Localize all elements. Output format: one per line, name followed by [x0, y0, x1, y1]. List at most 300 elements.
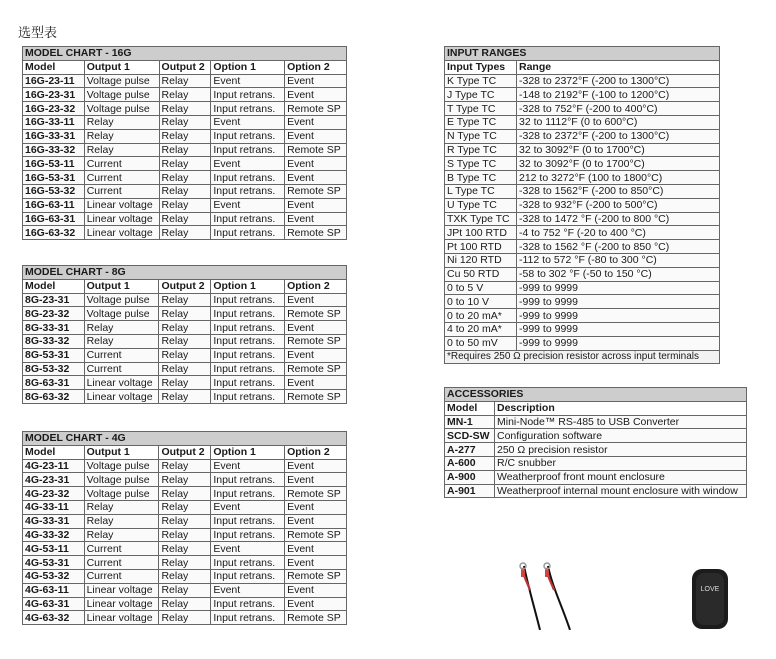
table-cell: Linear voltage [84, 198, 159, 212]
table-cell: Event [285, 583, 347, 597]
row-label-cell: 4G-23-31 [23, 473, 85, 487]
row-label-cell: 4G-53-11 [23, 542, 85, 556]
row-label-cell: 16G-63-31 [23, 212, 85, 226]
table-cell: Event [285, 115, 347, 129]
table-row [23, 556, 347, 570]
table-row [23, 487, 347, 501]
accessories-table [444, 387, 747, 498]
table-cell: Input retrans. [211, 611, 285, 625]
row-label-cell: 0 to 50 mV [445, 336, 517, 350]
table-row [23, 500, 347, 514]
table-cell: Relay [84, 334, 159, 348]
row-label-cell: 8G-33-32 [23, 334, 85, 348]
table-cell: Event [285, 542, 347, 556]
table-row [23, 542, 347, 556]
row-label-cell: 16G-53-11 [23, 157, 85, 171]
mini-node-photo [686, 565, 734, 629]
column-header: Range [517, 60, 720, 74]
table-cell: Input retrans. [211, 143, 285, 157]
column-header: Model [23, 445, 85, 459]
table-cell: Relay [159, 184, 211, 198]
table-cell: -328 to 2372°F (-200 to 1300°C) [517, 129, 720, 143]
table-cell: Input retrans. [211, 348, 285, 362]
row-label-cell: B Type TC [445, 171, 517, 185]
table-row [23, 88, 347, 102]
table-cell: 212 to 3272°F (100 to 1800°C) [517, 171, 720, 185]
column-header: Output 1 [84, 60, 159, 74]
table-title: ACCESSORIES [445, 388, 747, 402]
table-row [445, 456, 747, 470]
table-cell: -148 to 2192°F (-100 to 1200°C) [517, 88, 720, 102]
row-label-cell: 16G-23-32 [23, 102, 85, 116]
column-header: Input Types [445, 60, 517, 74]
row-label-cell: A-901 [445, 484, 495, 498]
table-cell: Input retrans. [211, 293, 285, 307]
table-row [23, 321, 347, 335]
table-cell: Linear voltage [84, 226, 159, 240]
table-cell: Input retrans. [211, 473, 285, 487]
table-cell: Input retrans. [211, 184, 285, 198]
table-cell: Current [84, 171, 159, 185]
table-cell: Event [285, 321, 347, 335]
table-row [23, 583, 347, 597]
row-label-cell: 4G-33-11 [23, 500, 85, 514]
table-row [23, 307, 347, 321]
row-label-cell: 16G-23-31 [23, 88, 85, 102]
table-cell: Remote SP [285, 334, 347, 348]
row-label-cell: 4G-23-32 [23, 487, 85, 501]
table-row [23, 115, 347, 129]
row-label-cell: 0 to 10 V [445, 295, 517, 309]
row-label-cell: 0 to 5 V [445, 281, 517, 295]
row-label-cell: 4 to 20 mA* [445, 322, 517, 336]
table-row [23, 528, 347, 542]
table-cell: Input retrans. [211, 334, 285, 348]
table-cell: Event [211, 500, 285, 514]
table-cell: -112 to 572 °F (-80 to 300 °C) [517, 253, 720, 267]
table-row [445, 198, 720, 212]
table-cell: Relay [159, 487, 211, 501]
table-cell: Current [84, 184, 159, 198]
table-cell: Relay [159, 473, 211, 487]
table-cell: Event [285, 171, 347, 185]
row-label-cell: J Type TC [445, 88, 517, 102]
table-cell: Input retrans. [211, 556, 285, 570]
table-cell: Event [285, 514, 347, 528]
table-cell: Relay [159, 321, 211, 335]
table-cell: Linear voltage [84, 597, 159, 611]
row-label-cell: 4G-63-11 [23, 583, 85, 597]
table-cell: -328 to 1562 °F (-200 to 850 °C) [517, 240, 720, 254]
table-cell: 32 to 1112°F (0 to 600°C) [517, 115, 720, 129]
table-row [23, 184, 347, 198]
table-row [445, 429, 747, 443]
table-cell: -999 to 9999 [517, 295, 720, 309]
table-row [23, 143, 347, 157]
row-label-cell: E Type TC [445, 115, 517, 129]
table-cell: Event [285, 348, 347, 362]
table-cell: Weatherproof front mount enclosure [495, 470, 747, 484]
table-cell: Input retrans. [211, 307, 285, 321]
table-cell: Voltage pulse [84, 459, 159, 473]
row-label-cell: 8G-53-31 [23, 348, 85, 362]
table-cell: Relay [159, 334, 211, 348]
table-cell: Relay [159, 226, 211, 240]
table-cell: Input retrans. [211, 129, 285, 143]
table-cell: Input retrans. [211, 528, 285, 542]
row-label-cell: 16G-23-11 [23, 74, 85, 88]
table-row [445, 102, 720, 116]
table-cell: Remote SP [285, 362, 347, 376]
table-cell: Input retrans. [211, 376, 285, 390]
table-cell: Relay [159, 542, 211, 556]
table-cell: -999 to 9999 [517, 281, 720, 295]
table-cell: Voltage pulse [84, 88, 159, 102]
table-row [23, 390, 347, 404]
row-label-cell: 16G-53-31 [23, 171, 85, 185]
table-cell: Event [285, 597, 347, 611]
table-cell: Relay [159, 293, 211, 307]
table-cell: Event [211, 157, 285, 171]
column-header: Option 1 [211, 60, 285, 74]
input-ranges-table [444, 46, 720, 364]
column-header: Model [23, 279, 85, 293]
table-cell: Weatherproof internal mount enclosure with window [495, 484, 747, 498]
table-row [445, 267, 720, 281]
table-cell: Input retrans. [211, 569, 285, 583]
table-cell: Remote SP [285, 184, 347, 198]
model-chart-8g [22, 265, 347, 404]
table-cell: Input retrans. [211, 321, 285, 335]
table-cell: Input retrans. [211, 390, 285, 404]
chart-title: MODEL CHART - 8G [23, 266, 347, 280]
table-cell: Relay [159, 115, 211, 129]
row-label-cell: T Type TC [445, 102, 517, 116]
row-label-cell: 4G-63-31 [23, 597, 85, 611]
table-cell: Relay [159, 556, 211, 570]
table-row [23, 212, 347, 226]
table-row [23, 376, 347, 390]
column-header: Output 1 [84, 445, 159, 459]
table-cell: Event [285, 473, 347, 487]
table-cell: Input retrans. [211, 102, 285, 116]
row-label-cell: K Type TC [445, 74, 517, 88]
row-label-cell: A-900 [445, 470, 495, 484]
table-cell: Event [285, 293, 347, 307]
row-label-cell: 16G-53-32 [23, 184, 85, 198]
table-row [445, 322, 720, 336]
table-cell: 32 to 3092°F (0 to 1700°C) [517, 143, 720, 157]
row-label-cell: 8G-33-31 [23, 321, 85, 335]
table-cell: Relay [159, 514, 211, 528]
table-row [23, 514, 347, 528]
row-label-cell: Pt 100 RTD [445, 240, 517, 254]
table-cell: Input retrans. [211, 597, 285, 611]
table-cell: Current [84, 569, 159, 583]
table-cell: Linear voltage [84, 583, 159, 597]
table-row [445, 129, 720, 143]
table-cell: Relay [159, 102, 211, 116]
table-cell: Relay [84, 115, 159, 129]
table-cell: Current [84, 157, 159, 171]
table-row [445, 470, 747, 484]
row-label-cell: Cu 50 RTD [445, 267, 517, 281]
row-label-cell: 0 to 20 mA* [445, 309, 517, 323]
table-cell: Linear voltage [84, 611, 159, 625]
table-cell: -328 to 1472 °F (-200 to 800 °C) [517, 212, 720, 226]
table-cell: 32 to 3092°F (0 to 1700°C) [517, 157, 720, 171]
table-cell: Input retrans. [211, 487, 285, 501]
row-label-cell: 16G-33-32 [23, 143, 85, 157]
table-cell: Relay [159, 307, 211, 321]
row-label-cell: JPt 100 RTD [445, 226, 517, 240]
table-cell: Linear voltage [84, 376, 159, 390]
column-header: Option 2 [285, 60, 347, 74]
table-cell: -328 to 932°F (-200 to 500°C) [517, 198, 720, 212]
table-cell: Relay [84, 321, 159, 335]
table-row [23, 226, 347, 240]
table-row [445, 226, 720, 240]
table-cell: Event [211, 74, 285, 88]
table-row [445, 281, 720, 295]
table-cell: -58 to 302 °F (-50 to 150 °C) [517, 267, 720, 281]
page-title: 选型表 [18, 26, 58, 41]
table-cell: Current [84, 348, 159, 362]
table-row [23, 74, 347, 88]
table-row [23, 569, 347, 583]
table-cell: Configuration software [495, 429, 747, 443]
table-cell: Event [285, 556, 347, 570]
column-header: Output 1 [84, 279, 159, 293]
table-row [445, 88, 720, 102]
table-row [445, 443, 747, 457]
table-row [445, 171, 720, 185]
table-cell: Relay [159, 362, 211, 376]
row-label-cell: 4G-53-31 [23, 556, 85, 570]
column-header: Option 2 [285, 279, 347, 293]
table-title: INPUT RANGES [445, 47, 720, 61]
table-cell: Event [211, 115, 285, 129]
table-cell: Relay [84, 143, 159, 157]
table-row [445, 115, 720, 129]
table-cell: Relay [159, 528, 211, 542]
table-cell: Input retrans. [211, 362, 285, 376]
table-cell: Current [84, 556, 159, 570]
table-cell: Remote SP [285, 528, 347, 542]
table-row [23, 102, 347, 116]
table-cell: Linear voltage [84, 390, 159, 404]
table-row [445, 240, 720, 254]
row-label-cell: 4G-33-31 [23, 514, 85, 528]
table-cell: Relay [159, 583, 211, 597]
table-cell: Relay [159, 390, 211, 404]
table-row [23, 171, 347, 185]
table-cell: -4 to 752 °F (-20 to 400 °C) [517, 226, 720, 240]
row-label-cell: 4G-63-32 [23, 611, 85, 625]
table-row [445, 484, 747, 498]
row-label-cell: 16G-63-32 [23, 226, 85, 240]
table-row [23, 459, 347, 473]
table-cell: Event [285, 459, 347, 473]
row-label-cell: MN-1 [445, 415, 495, 429]
table-cell: -328 to 2372°F (-200 to 1300°C) [517, 74, 720, 88]
row-label-cell: R Type TC [445, 143, 517, 157]
table-row [445, 295, 720, 309]
table-cell: -328 to 1562°F (-200 to 850°C) [517, 184, 720, 198]
row-label-cell: L Type TC [445, 184, 517, 198]
row-label-cell: N Type TC [445, 129, 517, 143]
table-cell: 250 Ω precision resistor [495, 443, 747, 457]
table-cell: Event [211, 459, 285, 473]
table-cell: Remote SP [285, 102, 347, 116]
table-row [23, 597, 347, 611]
table-cell: Relay [159, 459, 211, 473]
chart-title: MODEL CHART - 4G [23, 432, 347, 446]
column-header: Output 2 [159, 60, 211, 74]
table-cell: Voltage pulse [84, 102, 159, 116]
table-cell: Relay [159, 348, 211, 362]
table-cell: Remote SP [285, 487, 347, 501]
table-row [445, 212, 720, 226]
table-cell: Event [211, 542, 285, 556]
table-cell: Relay [159, 74, 211, 88]
row-label-cell: SCD-SW [445, 429, 495, 443]
table-row [445, 143, 720, 157]
row-label-cell: 4G-33-32 [23, 528, 85, 542]
table-cell: Relay [159, 597, 211, 611]
model-chart-16g [22, 46, 347, 240]
row-label-cell: TXK Type TC [445, 212, 517, 226]
column-header: Output 2 [159, 279, 211, 293]
table-cell: Current [84, 542, 159, 556]
table-cell: Voltage pulse [84, 487, 159, 501]
table-cell: Voltage pulse [84, 293, 159, 307]
table-row [23, 348, 347, 362]
table-cell: Mini-Node™ RS-485 to USB Converter [495, 415, 747, 429]
table-row [23, 334, 347, 348]
table-cell: -999 to 9999 [517, 322, 720, 336]
table-cell: Event [285, 157, 347, 171]
row-label-cell: 4G-53-32 [23, 569, 85, 583]
table-cell: Event [285, 500, 347, 514]
row-label-cell: U Type TC [445, 198, 517, 212]
table-cell: Relay [159, 88, 211, 102]
table-cell: Input retrans. [211, 212, 285, 226]
row-label-cell: A-600 [445, 456, 495, 470]
table-cell: Remote SP [285, 307, 347, 321]
footnote: *Requires 250 Ω precision resistor across input terminals [445, 350, 720, 364]
table-row [23, 198, 347, 212]
table-cell: Relay [159, 143, 211, 157]
table-row [23, 293, 347, 307]
table-cell: Remote SP [285, 611, 347, 625]
row-label-cell: 8G-63-32 [23, 390, 85, 404]
table-cell: -999 to 9999 [517, 309, 720, 323]
table-row [23, 611, 347, 625]
table-cell: Input retrans. [211, 88, 285, 102]
column-header: Option 1 [211, 279, 285, 293]
table-row [445, 336, 720, 350]
row-label-cell: 8G-23-31 [23, 293, 85, 307]
table-cell: Input retrans. [211, 226, 285, 240]
model-chart-4g [22, 431, 347, 625]
row-label-cell: 4G-23-11 [23, 459, 85, 473]
table-row [23, 129, 347, 143]
table-cell: Event [285, 212, 347, 226]
table-row [23, 157, 347, 171]
table-cell: Relay [159, 212, 211, 226]
row-label-cell: 8G-63-31 [23, 376, 85, 390]
table-cell: Voltage pulse [84, 307, 159, 321]
table-cell: R/C snubber [495, 456, 747, 470]
table-cell: Linear voltage [84, 212, 159, 226]
row-label-cell: 16G-33-11 [23, 115, 85, 129]
table-cell: Relay [159, 129, 211, 143]
row-label-cell: Ni 120 RTD [445, 253, 517, 267]
row-label-cell: 8G-53-32 [23, 362, 85, 376]
table-cell: Voltage pulse [84, 473, 159, 487]
table-cell: Relay [159, 376, 211, 390]
table-cell: Event [285, 74, 347, 88]
table-cell: Relay [159, 611, 211, 625]
table-cell: Voltage pulse [84, 74, 159, 88]
row-label-cell: S Type TC [445, 157, 517, 171]
table-cell: Relay [84, 129, 159, 143]
table-cell: Remote SP [285, 143, 347, 157]
table-cell: Input retrans. [211, 171, 285, 185]
table-cell: Relay [84, 528, 159, 542]
table-cell: Remote SP [285, 226, 347, 240]
table-cell: -328 to 752°F (-200 to 400°C) [517, 102, 720, 116]
row-label-cell: A-277 [445, 443, 495, 457]
chart-title: MODEL CHART - 16G [23, 47, 347, 61]
table-cell: Relay [159, 171, 211, 185]
table-cell: Relay [84, 514, 159, 528]
table-row [445, 253, 720, 267]
table-cell: Current [84, 362, 159, 376]
row-label-cell: 8G-23-32 [23, 307, 85, 321]
table-cell: Relay [159, 198, 211, 212]
table-row [445, 74, 720, 88]
table-row [23, 362, 347, 376]
table-row [23, 473, 347, 487]
column-header: Option 1 [211, 445, 285, 459]
row-label-cell: 16G-33-31 [23, 129, 85, 143]
table-cell: Event [285, 129, 347, 143]
table-cell: Event [285, 198, 347, 212]
resistor-leads-photo [500, 556, 590, 630]
row-label-cell: 16G-63-11 [23, 198, 85, 212]
table-row [445, 184, 720, 198]
table-cell: Event [211, 583, 285, 597]
table-cell: Relay [159, 157, 211, 171]
table-cell: Relay [84, 500, 159, 514]
table-cell: Relay [159, 500, 211, 514]
table-cell: Event [211, 198, 285, 212]
table-cell: Remote SP [285, 390, 347, 404]
column-header: Option 2 [285, 445, 347, 459]
table-row [445, 415, 747, 429]
table-row [445, 157, 720, 171]
table-cell: Relay [159, 569, 211, 583]
table-cell: Input retrans. [211, 514, 285, 528]
column-header: Model [445, 401, 495, 415]
table-cell: Event [285, 88, 347, 102]
table-row [445, 309, 720, 323]
node-logo: LOVE [700, 586, 720, 593]
table-cell: Event [285, 376, 347, 390]
column-header: Description [495, 401, 747, 415]
